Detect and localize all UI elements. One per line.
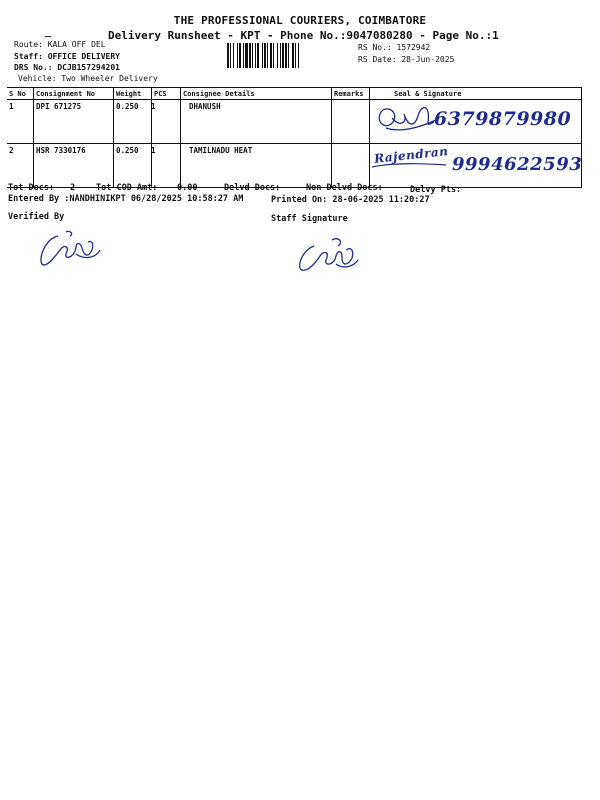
scan-mark	[45, 36, 51, 37]
barcode-image	[227, 43, 351, 68]
delvy-pts-label: Delvy Pts:	[410, 185, 462, 195]
verifier-signature	[36, 228, 106, 270]
row-consignment: HSR 7330176	[34, 144, 114, 188]
row-pcs: 1	[152, 100, 181, 144]
row-remarks	[332, 144, 370, 188]
col-sno: S No	[7, 88, 34, 100]
row-pcs: 1	[152, 144, 181, 188]
handwritten-phone-2: 9994622593	[452, 154, 583, 175]
row-consignee: DHANUSH	[181, 100, 332, 144]
col-signature: Seal & Signature	[370, 88, 582, 100]
row-weight: 0.250	[114, 144, 152, 188]
vehicle-label: Vehicle: Two Wheeler Delivery	[18, 74, 158, 83]
row-signature	[370, 144, 582, 188]
row-consignee: TAMILNADU HEAT	[181, 144, 332, 188]
drs-label: DRS No.: DCJB157294201	[14, 63, 120, 72]
row-remarks	[332, 100, 370, 144]
rs-date: RS Date: 28-Jun-2025	[358, 55, 455, 64]
company-title: THE PROFESSIONAL COURIERS, COIMBATORE	[173, 14, 427, 27]
signature-underline-2	[370, 162, 450, 170]
tot-cod-value: 0.00	[177, 183, 198, 193]
row-sno: 1	[7, 100, 34, 144]
handwritten-phone-1: 6379879980	[434, 108, 572, 130]
runsheet-subtitle: Delivery Runsheet - KPT - Phone No.:9047080280 - Page No.:1	[108, 29, 499, 42]
runsheet-table	[7, 87, 582, 188]
rs-number: RS No.: 1572942	[358, 43, 431, 52]
staff-signature-label: Staff Signature	[271, 214, 348, 224]
staff-label: Staff: OFFICE DELIVERY	[14, 52, 120, 61]
col-remarks: Remarks	[332, 88, 370, 100]
row-sno: 2	[7, 144, 34, 188]
delvd-docs-label: Delvd Docs:	[224, 183, 281, 193]
row-signature	[370, 100, 582, 144]
row-weight: 0.250	[114, 100, 152, 144]
tot-cod-label: Tot COD Amt:	[96, 183, 158, 193]
table-row	[7, 144, 582, 188]
route-label: Route: KALA OFF DEL	[14, 40, 106, 49]
table-header-row	[7, 88, 582, 100]
tot-docs-value: 2	[70, 183, 76, 193]
col-weight: Weight	[114, 88, 152, 100]
handwritten-name-2: Rajendran	[373, 144, 449, 166]
col-pcs: PCS	[152, 88, 181, 100]
non-delvd-docs-label: Non Delvd Docs:	[306, 183, 383, 193]
tot-docs-label: Tot Docs:	[8, 183, 55, 193]
verified-by-label: Verified By	[8, 212, 65, 222]
staff-signature	[296, 236, 366, 278]
entered-by: Entered By :NANDHINIKPT 06/28/2025 10:58:27 AM	[8, 194, 244, 204]
table-row	[7, 100, 582, 144]
printed-on: Printed On: 28-06-2025 11:20:27	[271, 195, 430, 205]
col-consignment: Consignment No	[34, 88, 114, 100]
col-consignee: Consignee Details	[181, 88, 332, 100]
row-consignment: DPI 671275	[34, 100, 114, 144]
